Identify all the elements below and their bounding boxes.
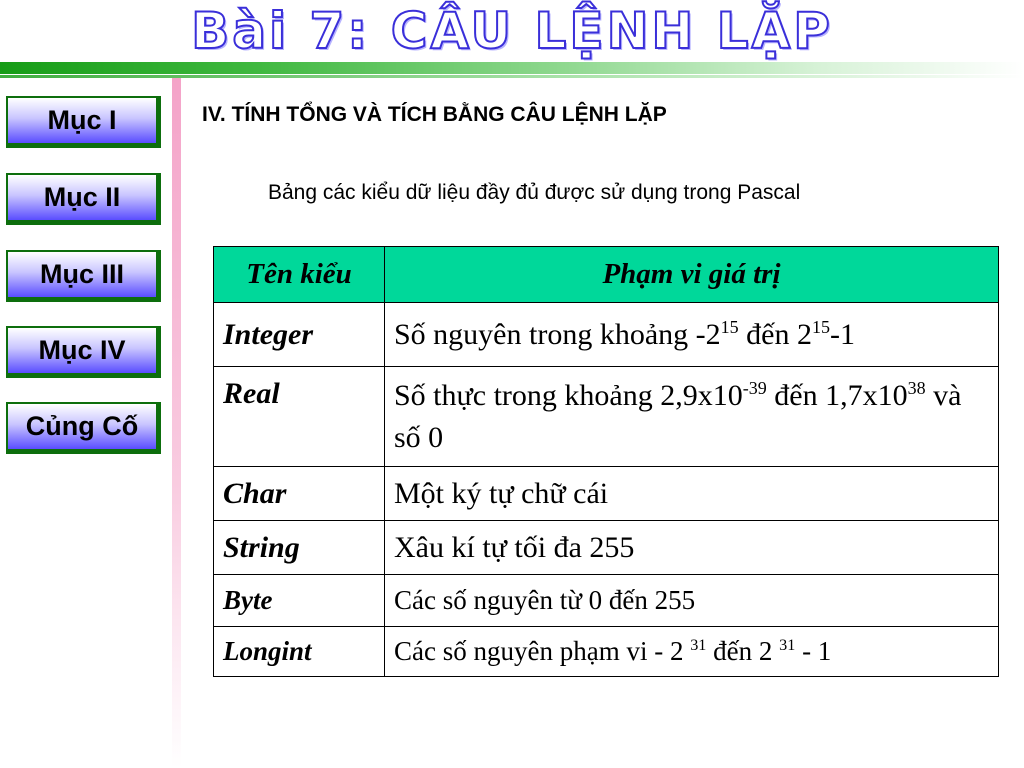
type-name: Longint <box>214 627 385 677</box>
nav-button-muc-2[interactable]: Mục II <box>6 173 161 225</box>
nav-button-cung-co[interactable]: Củng Cố <box>6 402 161 454</box>
value-range: Các số nguyên phạm vi - 2 $^{31}$ đến 2 $^{31}$ - 1 <box>385 627 999 677</box>
header-type-name: Tên kiểu <box>214 247 385 303</box>
sidebar-divider <box>172 78 181 768</box>
value-range: Xâu kí tự tối đa 255 <box>385 521 999 575</box>
data-types-table <box>213 246 999 677</box>
table-row <box>214 575 999 627</box>
title-underline-thin <box>0 75 1024 78</box>
slide-title: Bài 7: CÂU LỆNH LẶP <box>191 2 833 60</box>
type-name: Char <box>214 467 385 521</box>
nav-button-muc-4[interactable]: Mục IV <box>6 326 161 378</box>
header-value-range: Phạm vi giá trị <box>385 247 999 303</box>
table-row <box>214 467 999 521</box>
type-name: Real <box>214 367 385 467</box>
table-row <box>214 521 999 575</box>
type-name: Integer <box>214 303 385 367</box>
section-heading: IV. TÍNH TỔNG VÀ TÍCH BẰNG CÂU LỆNH LẶP <box>202 103 667 126</box>
nav-button-muc-1[interactable]: Mục I <box>6 96 161 148</box>
value-range: Số thực trong khoảng $2,9x10^{-39}$ đến $1,7x10^{38}$ và số 0 <box>385 367 999 467</box>
table-row <box>214 303 999 367</box>
type-name: String <box>214 521 385 575</box>
table-header-row <box>214 247 999 303</box>
nav-button-muc-3[interactable]: Mục III <box>6 250 161 302</box>
value-range: Số nguyên trong khoảng $-2^{15}$ đến $2^{15}-1$ <box>385 303 999 367</box>
table-row <box>214 627 999 677</box>
title-underline-bar <box>0 62 1024 74</box>
value-range: Các số nguyên từ 0 đến 255 <box>385 575 999 627</box>
table-row <box>214 367 999 467</box>
type-name: Byte <box>214 575 385 627</box>
value-range: Một ký tự chữ cái <box>385 467 999 521</box>
table-caption: Bảng các kiểu dữ liệu đầy đủ được sử dụng trong Pascal <box>268 181 801 204</box>
